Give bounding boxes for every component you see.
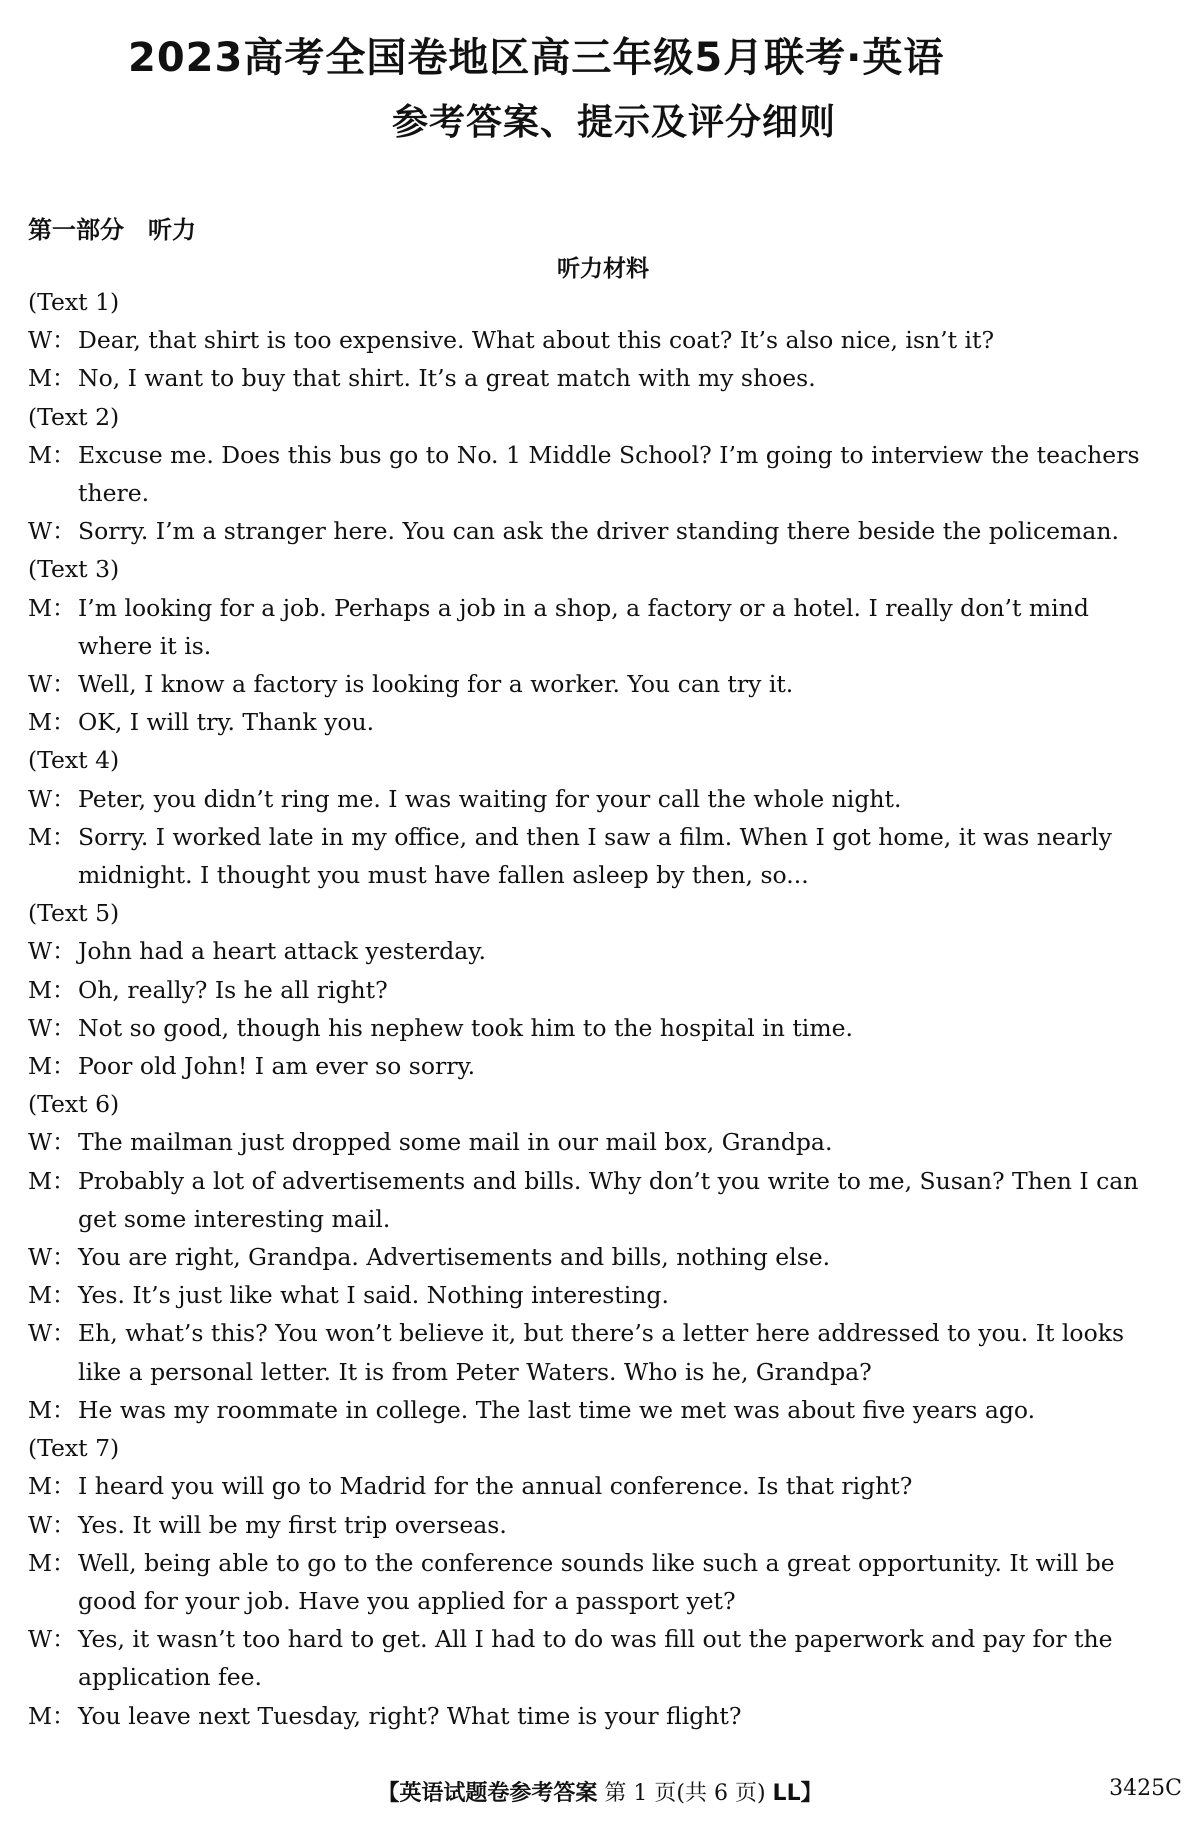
utterance-continuation: good for your job. Have you applied for a passport yet? bbox=[78, 1586, 736, 1615]
utterance-continuation: like a personal letter. It is from Peter Waters. Who is he, Grandpa? bbox=[78, 1357, 872, 1386]
dialogue-line bbox=[28, 512, 1184, 550]
speaker: M： bbox=[28, 1166, 76, 1195]
speaker: W： bbox=[28, 1128, 76, 1157]
utterance: Peter, you didn’t ring me. I was waiting for your call the whole night. bbox=[78, 784, 902, 813]
utterance: John had a heart attack yesterday. bbox=[78, 937, 486, 966]
speaker: W： bbox=[28, 1510, 76, 1539]
dialogue-line bbox=[28, 321, 1184, 359]
utterance: I’m looking for a job. Perhaps a job in a shop, a factory or a hotel. I really don’t mind bbox=[78, 593, 1089, 622]
dialogue-line bbox=[28, 971, 1184, 1009]
dialogue-line bbox=[28, 1620, 1184, 1658]
dialogue-line bbox=[28, 1467, 1184, 1505]
speaker: M： bbox=[28, 364, 76, 393]
speaker: M： bbox=[28, 1548, 76, 1577]
speaker: W： bbox=[28, 937, 76, 966]
document-subtitle: 参考答案、提示及评分细则 bbox=[392, 102, 837, 143]
dialogue-line bbox=[28, 665, 1184, 703]
utterance: Yes. It will be my first trip overseas. bbox=[78, 1510, 507, 1539]
speaker: M： bbox=[28, 1281, 76, 1310]
dialogue-line bbox=[28, 1009, 1184, 1047]
utterance: Excuse me. Does this bus go to No. 1 Middle School? I’m going to interview the teachers bbox=[78, 440, 1140, 469]
dialogue-line bbox=[28, 1697, 1184, 1735]
dialogue-line bbox=[28, 1391, 1184, 1429]
utterance: Sorry. I’m a stranger here. You can ask the driver standing there beside the policeman. bbox=[78, 517, 1119, 546]
speaker: M： bbox=[28, 440, 76, 469]
footer-tag: LL】 bbox=[772, 1781, 823, 1806]
utterance: Probably a lot of advertisements and bills. Why don’t you write to me, Susan? Then I can bbox=[78, 1166, 1139, 1195]
utterance: Eh, what’s this? You won’t believe it, but there’s a letter here addressed to you. It looks bbox=[78, 1319, 1125, 1348]
utterance: Sorry. I worked late in my office, and then I saw a film. When I got home, it was nearly bbox=[78, 822, 1112, 851]
speaker: W： bbox=[28, 1319, 76, 1348]
dialogue-line bbox=[28, 1544, 1184, 1582]
utterance: Yes. It’s just like what I said. Nothing interesting. bbox=[78, 1281, 669, 1310]
dialogue-line bbox=[28, 703, 1184, 741]
utterance: You are right, Grandpa. Advertisements and bills, nothing else. bbox=[78, 1243, 831, 1272]
footer-code: 3425C bbox=[1109, 1776, 1182, 1801]
utterance: Yes, it wasn’t too hard to get. All I had to do was fill out the paperwork and pay for the bbox=[78, 1625, 1113, 1654]
footer-label: 【英语试题卷参考答案 bbox=[377, 1781, 598, 1806]
text-label: (Text 2) bbox=[28, 402, 120, 431]
utterance: You leave next Tuesday, right? What time is your flight? bbox=[78, 1701, 742, 1730]
transcript-body bbox=[28, 283, 1184, 1735]
dialogue-line bbox=[28, 436, 1184, 474]
dialogue-line bbox=[28, 1123, 1184, 1161]
text-label: (Text 7) bbox=[28, 1434, 120, 1463]
utterance: Oh, really? Is he all right? bbox=[78, 975, 388, 1004]
speaker: M： bbox=[28, 822, 76, 851]
text-label: (Text 1) bbox=[28, 288, 120, 316]
speaker: M： bbox=[28, 1472, 76, 1501]
dialogue-line bbox=[28, 1047, 1184, 1085]
section-title: 第一部分 听力 bbox=[28, 216, 196, 244]
utterance: OK, I will try. Thank you. bbox=[78, 708, 375, 737]
utterance: The mailman just dropped some mail in our mail box, Grandpa. bbox=[78, 1128, 833, 1157]
speaker: M： bbox=[28, 1395, 76, 1424]
utterance: Poor old John! I am ever so sorry. bbox=[78, 1052, 476, 1081]
speaker: M： bbox=[28, 708, 76, 737]
speaker: W： bbox=[28, 784, 76, 813]
utterance: Not so good, though his nephew took him to the hospital in time. bbox=[78, 1013, 853, 1042]
utterance-continuation: get some interesting mail. bbox=[78, 1204, 391, 1233]
utterance: I heard you will go to Madrid for the annual conference. Is that right? bbox=[78, 1472, 913, 1501]
utterance: No, I want to buy that shirt. It’s a great match with my shoes. bbox=[78, 364, 816, 393]
utterance: Dear, that shirt is too expensive. What about this coat? It’s also nice, isn’t it? bbox=[78, 326, 995, 355]
speaker: M： bbox=[28, 1052, 76, 1081]
speaker: M： bbox=[28, 593, 76, 622]
dialogue-line bbox=[28, 359, 1184, 397]
text-label: (Text 5) bbox=[28, 899, 120, 928]
utterance-continuation: where it is. bbox=[78, 631, 212, 660]
speaker: M： bbox=[28, 1701, 76, 1730]
utterance-continuation: midnight. I thought you must have fallen asleep by then, so... bbox=[78, 861, 809, 890]
utterance: Well, I know a factory is looking for a worker. You can try it. bbox=[78, 670, 794, 699]
dialogue-line bbox=[28, 932, 1184, 970]
dialogue-line bbox=[28, 589, 1184, 627]
document-title: 2023高考全国卷地区高三年级5月联考·英语 bbox=[128, 35, 945, 81]
section-subheading: 听力材料 bbox=[557, 256, 649, 282]
speaker: W： bbox=[28, 1013, 76, 1042]
dialogue-line bbox=[28, 780, 1184, 818]
speaker: W： bbox=[28, 670, 76, 699]
dialogue-line bbox=[28, 1238, 1184, 1276]
footer-page-number: 第 1 页(共 6 页) bbox=[604, 1781, 766, 1806]
dialogue-line bbox=[28, 1314, 1184, 1352]
text-label: (Text 3) bbox=[28, 555, 120, 584]
dialogue-line bbox=[28, 1506, 1184, 1544]
speaker: W： bbox=[28, 1243, 76, 1272]
speaker: W： bbox=[28, 1625, 76, 1654]
speaker: W： bbox=[28, 517, 76, 546]
dialogue-line bbox=[28, 818, 1184, 856]
utterance-continuation: there. bbox=[78, 479, 150, 508]
utterance-continuation: application fee. bbox=[78, 1663, 262, 1692]
page-footer bbox=[0, 1776, 1200, 1807]
speaker: M： bbox=[28, 975, 76, 1004]
utterance: He was my roommate in college. The last time we met was about five years ago. bbox=[78, 1395, 1036, 1424]
text-label: (Text 4) bbox=[28, 746, 120, 775]
dialogue-line bbox=[28, 1276, 1184, 1314]
text-label: (Text 6) bbox=[28, 1090, 120, 1119]
dialogue-line bbox=[28, 1162, 1184, 1200]
utterance: Well, being able to go to the conference sounds like such a great opportunity. It will be bbox=[78, 1548, 1115, 1577]
speaker: W： bbox=[28, 326, 76, 355]
